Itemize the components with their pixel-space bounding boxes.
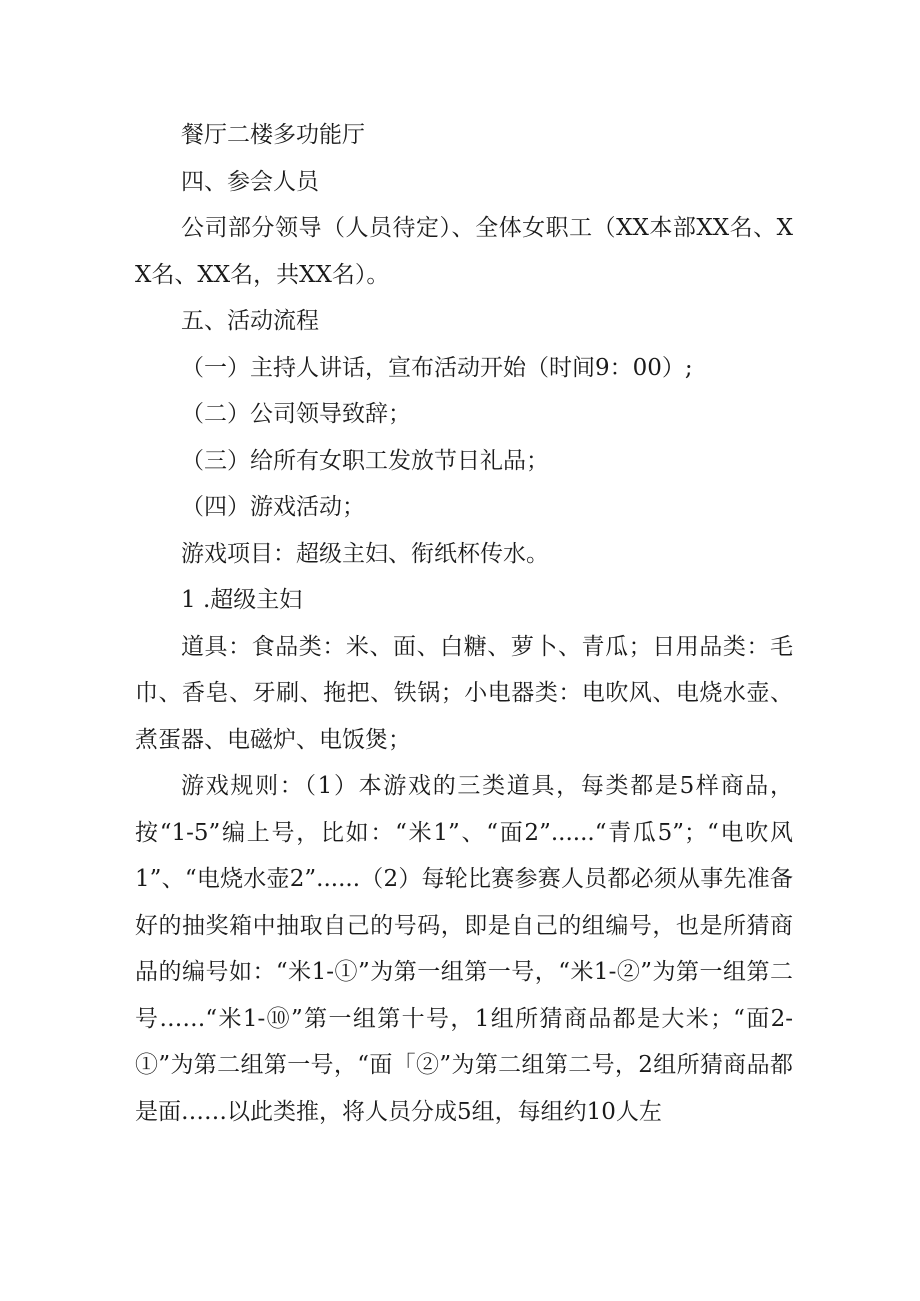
section-heading-agenda: 五、活动流程 (181, 308, 319, 334)
agenda-item-2: （二）公司领导致辞； (181, 401, 411, 427)
rules-paragraph: 游戏规则：（1）本游戏的三类道具，每类都是5样商品，按“1-5”编上号，比如：“米1”、“面2”......“青瓜5”；“电吹风1”、“电烧水壶2”......（2）每轮比赛参赛人员都必须从事先准备好的抽奖箱中抽取自己的号码，即是自己的组编号，也是所猜商品的编号如：“米1-①”为第一组第一号，“米1-②”为第一组第二号……“米1-⑩”第一组第十号，1组所猜商品都是大米；“面2-①”为第二组第一号，“面「②”为第二组第二号，2组所猜商品都是面……以此类推，将人员分成5组，每组约10人左 (135, 773, 793, 1125)
document-body (135, 112, 793, 1135)
game-list-paragraph: 游戏项目：超级主妇、衔纸杯传水。 (181, 540, 549, 567)
attendees-paragraph: 公司部分领导（人员待定）、全体女职工（XX本部XX名、XX名、XX名，共XX名）。 (135, 215, 793, 288)
venue-line: 餐厅二楼多功能厅 (181, 122, 365, 148)
agenda-item-3: （三）给所有女职工发放节日礼品； (181, 447, 549, 474)
game-heading-super-housewife: 1 .超级主妇 (181, 587, 303, 613)
agenda-item-1: （一）主持人讲话，宣布活动开始（时间9：00）; (181, 354, 693, 381)
agenda-item-4: （四）游戏活动； (181, 494, 365, 520)
section-heading-attendees: 四、参会人员 (181, 168, 319, 195)
props-paragraph: 道具：食品类：米、面、白糖、萝卜、青瓜；日用品类：毛巾、香皂、牙刷、拖把、铁锅；小电器类：电吹风、电烧水壶、煮蛋器、电磁炉、电饭煲； (135, 633, 793, 753)
